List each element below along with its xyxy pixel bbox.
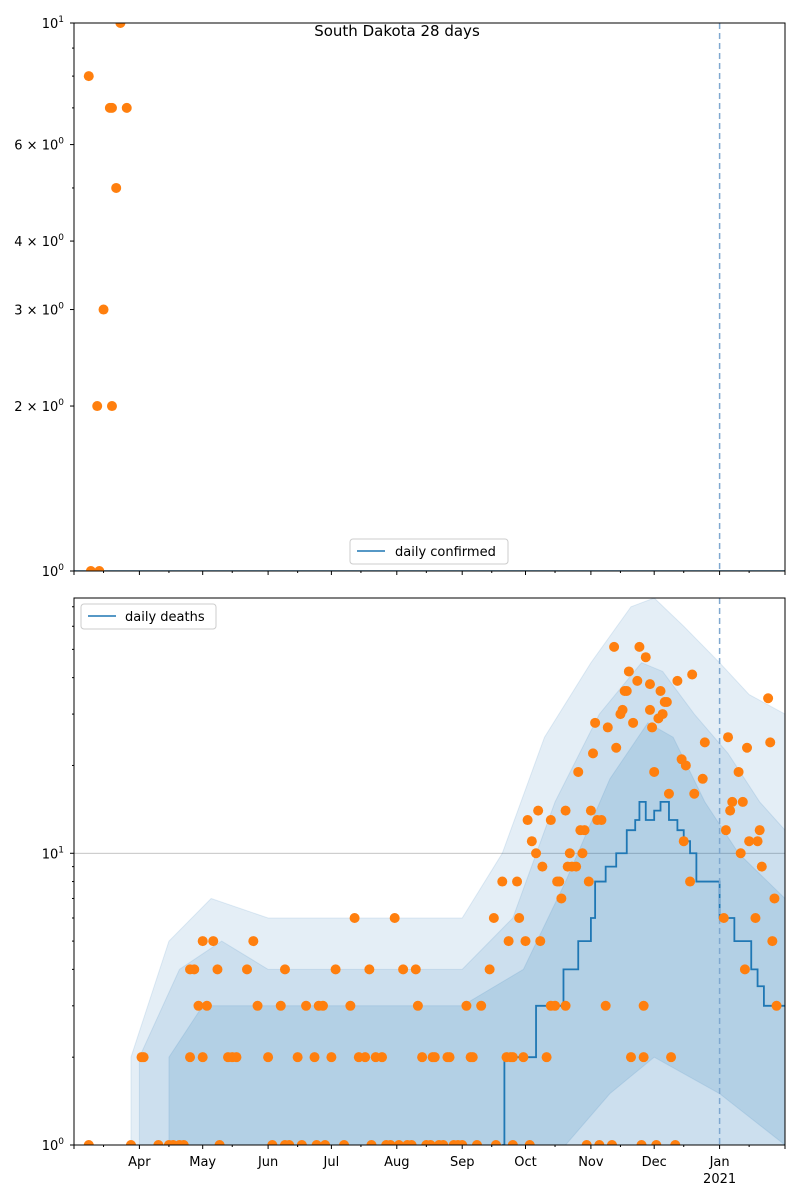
deaths-point	[666, 1052, 676, 1062]
confirmed-0-ytick-label: $10^0$	[41, 563, 64, 580]
deaths-point	[573, 767, 583, 777]
deaths-point	[645, 679, 655, 689]
confirmed-point	[84, 71, 94, 81]
deaths-point	[514, 913, 524, 923]
confirmed-0-ytick-exponent: 0	[58, 398, 64, 409]
deaths-1-ytick-label: $10^1$	[41, 845, 64, 863]
deaths-xtick-label: Oct	[514, 1155, 537, 1170]
deaths-point	[318, 1001, 328, 1011]
deaths-1-ytick-exponent: 0	[58, 1137, 64, 1147]
deaths-point	[331, 964, 341, 974]
deaths-point	[577, 848, 587, 858]
confirmed-0-ytick-exponent: 1	[58, 15, 64, 25]
confirmed-0-ytick-label: $10^1$	[41, 15, 64, 32]
confirmed-plot-area	[74, 23, 785, 571]
deaths-point	[647, 722, 657, 732]
deaths-point	[658, 709, 668, 719]
deaths-point	[489, 913, 499, 923]
deaths-point	[734, 767, 744, 777]
deaths-point	[476, 1001, 486, 1011]
deaths-point	[601, 1001, 611, 1011]
deaths-point	[742, 743, 752, 753]
deaths-point	[584, 877, 594, 887]
legend-confirmed-label: daily confirmed	[395, 545, 496, 560]
deaths-1-ytick-exponent: 1	[58, 845, 64, 856]
deaths-point	[689, 789, 699, 799]
deaths-point	[634, 642, 644, 652]
deaths-xtick-label: Sep	[449, 1155, 475, 1170]
deaths-point	[672, 676, 682, 686]
deaths-point	[687, 670, 697, 680]
deaths-point	[535, 936, 545, 946]
deaths-point	[504, 936, 514, 946]
deaths-point	[580, 825, 590, 835]
deaths-point	[139, 1052, 149, 1062]
deaths-point	[512, 877, 522, 887]
deaths-point	[518, 1052, 528, 1062]
deaths-point	[185, 1052, 195, 1062]
deaths-point	[310, 1052, 320, 1062]
deaths-point	[565, 848, 575, 858]
deaths-point	[590, 718, 600, 728]
deaths-point	[628, 718, 638, 728]
deaths-point	[527, 836, 537, 846]
deaths-point	[542, 1052, 552, 1062]
deaths-point	[430, 1052, 440, 1062]
deaths-point	[497, 877, 507, 887]
confirmed-0-ytick-label: $3 \times 10^0$	[14, 301, 64, 319]
deaths-point	[546, 815, 556, 825]
legend-confirmed	[350, 539, 508, 564]
deaths-xtick-label: Apr	[128, 1155, 151, 1170]
deaths-point	[198, 1052, 208, 1062]
legend-deaths	[81, 604, 216, 629]
deaths-point	[632, 676, 642, 686]
deaths-point	[531, 848, 541, 858]
deaths-point	[603, 722, 613, 732]
confirmed-point	[107, 103, 117, 113]
deaths-point	[767, 936, 777, 946]
deaths-point	[276, 1001, 286, 1011]
deaths-point	[641, 652, 651, 662]
confirmed-point	[92, 401, 102, 411]
deaths-point	[413, 1001, 423, 1011]
deaths-point	[242, 964, 252, 974]
deaths-point	[755, 825, 765, 835]
confirmed-point	[99, 305, 109, 315]
deaths-point	[445, 1052, 455, 1062]
deaths-point	[738, 797, 748, 807]
deaths-point	[345, 1001, 355, 1011]
deaths-point	[520, 936, 530, 946]
deaths-point	[763, 693, 773, 703]
deaths-point	[596, 815, 606, 825]
deaths-point	[537, 862, 547, 872]
deaths-point	[202, 1001, 212, 1011]
deaths-point	[727, 797, 737, 807]
deaths-point	[417, 1052, 427, 1062]
deaths-point	[360, 1052, 370, 1062]
deaths-xtick-label: Dec	[641, 1155, 667, 1170]
confirmed-0-ytick-label: $4 \times 10^0$	[14, 233, 64, 251]
deaths-point	[377, 1052, 387, 1062]
deaths-point	[411, 964, 421, 974]
deaths-point	[554, 877, 564, 887]
deaths-point	[649, 767, 659, 777]
deaths-point	[326, 1052, 336, 1062]
deaths-point	[561, 1001, 571, 1011]
deaths-point	[280, 964, 290, 974]
deaths-point	[485, 964, 495, 974]
deaths-xtick-label: May	[189, 1155, 217, 1170]
deaths-point	[757, 862, 767, 872]
deaths-point	[588, 748, 598, 758]
confirmed-panel	[14, 15, 785, 580]
confirmed-0-ytick-label: $2 \times 10^0$	[14, 398, 64, 416]
deaths-point	[685, 877, 695, 887]
deaths-xtick-label: Aug	[384, 1155, 410, 1170]
deaths-point	[586, 806, 596, 816]
deaths-point	[723, 732, 733, 742]
deaths-point	[721, 825, 731, 835]
confirmed-0-ytick-exponent: 0	[58, 136, 64, 147]
deaths-xtick-label: Jan	[709, 1155, 730, 1170]
deaths-point	[622, 686, 632, 696]
deaths-point	[364, 964, 374, 974]
deaths-point	[664, 789, 674, 799]
deaths-xtick-sublabel: 2021	[703, 1172, 737, 1187]
deaths-point	[293, 1052, 303, 1062]
deaths-point	[679, 836, 689, 846]
legend-deaths-label: daily deaths	[125, 610, 205, 625]
deaths-point	[561, 806, 571, 816]
confirmed-point	[111, 183, 121, 193]
deaths-point	[350, 913, 360, 923]
deaths-point	[189, 964, 199, 974]
deaths-point	[769, 893, 779, 903]
deaths-point	[618, 705, 628, 715]
deaths-1-ytick-label: $10^0$	[41, 1137, 64, 1154]
deaths-point	[263, 1052, 273, 1062]
deaths-point	[624, 666, 634, 676]
deaths-point	[390, 913, 400, 923]
deaths-point	[556, 893, 566, 903]
deaths-point	[719, 913, 729, 923]
deaths-point	[508, 1052, 518, 1062]
deaths-point	[301, 1001, 311, 1011]
deaths-point	[231, 1052, 241, 1062]
deaths-point	[740, 964, 750, 974]
deaths-xtick-label: Nov	[578, 1155, 604, 1170]
deaths-point	[639, 1052, 649, 1062]
deaths-point	[248, 936, 258, 946]
deaths-point	[609, 642, 619, 652]
deaths-point	[765, 737, 775, 747]
deaths-point	[253, 1001, 263, 1011]
confirmed-0-ytick-exponent: 0	[58, 301, 64, 312]
deaths-xtick-label: Jun	[257, 1155, 279, 1170]
deaths-point	[550, 1001, 560, 1011]
deaths-point	[611, 743, 621, 753]
chart-title: South Dakota 28 days	[314, 22, 480, 40]
confirmed-0-ytick-label: $6 \times 10^0$	[14, 136, 64, 154]
deaths-point	[626, 1052, 636, 1062]
deaths-point	[468, 1052, 478, 1062]
deaths-point	[198, 936, 208, 946]
deaths-point	[645, 705, 655, 715]
deaths-point	[698, 774, 708, 784]
deaths-panel	[42, 598, 785, 1187]
deaths-point	[750, 913, 760, 923]
deaths-point	[736, 848, 746, 858]
deaths-point	[461, 1001, 471, 1011]
confirmed-0-ytick-exponent: 0	[58, 233, 64, 244]
confirmed-point	[107, 401, 117, 411]
deaths-point	[753, 836, 763, 846]
deaths-point	[772, 1001, 782, 1011]
deaths-point	[212, 964, 222, 974]
confirmed-point	[122, 103, 132, 113]
deaths-point	[208, 936, 218, 946]
deaths-point	[639, 1001, 649, 1011]
deaths-point	[533, 806, 543, 816]
deaths-point	[662, 697, 672, 707]
deaths-point	[725, 806, 735, 816]
deaths-xtick-label: Jul	[323, 1155, 340, 1170]
confirmed-0-ytick-exponent: 0	[58, 563, 64, 573]
deaths-point	[523, 815, 533, 825]
deaths-point	[681, 760, 691, 770]
deaths-point	[398, 964, 408, 974]
deaths-point	[700, 737, 710, 747]
deaths-point	[571, 862, 581, 872]
deaths-point	[656, 686, 666, 696]
